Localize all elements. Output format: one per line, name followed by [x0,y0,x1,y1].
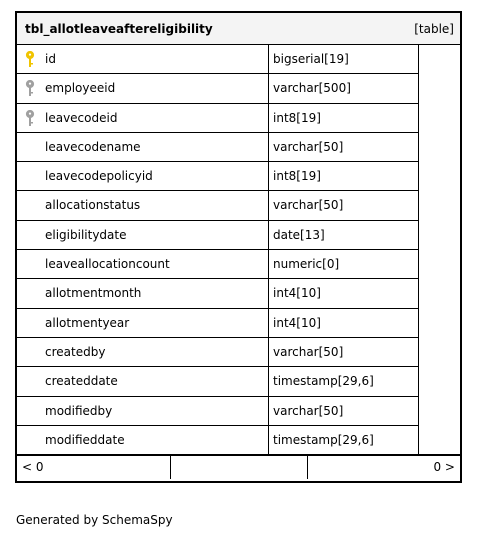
column-name[interactable]: leavecodename [45,139,141,154]
column-name[interactable]: allotmentmonth [45,286,142,301]
generated-by-text: Generated by SchemaSpy [16,513,173,527]
table-row [17,309,460,338]
column-type: timestamp[29,6] [269,367,419,396]
column-name[interactable]: id [45,52,56,66]
column-extra [419,133,460,162]
footer-spacer [171,456,308,479]
gold-key-icon [25,51,35,68]
column-name-cell [17,338,269,367]
gray-key-icon [25,80,35,97]
column-name-cell [17,191,269,220]
table-row [17,191,460,220]
column-name-cell [17,250,269,279]
column-name[interactable]: leavecodeid [45,110,118,125]
table-row [17,162,460,191]
table-row [17,250,460,279]
column-type: int4[10] [269,309,419,338]
column-name-cell [17,279,269,308]
table-row [17,367,460,396]
table-row [17,74,460,103]
column-name-cell [17,104,269,133]
column-extra [419,221,460,250]
table-row [17,133,460,162]
column-type: date[13] [269,221,419,250]
column-name[interactable]: leaveallocationcount [45,257,170,272]
table-row [17,45,460,74]
column-extra [419,367,460,396]
table-footer [17,455,460,479]
column-name-cell [17,309,269,338]
column-name[interactable]: createddate [45,374,118,389]
parent-count[interactable]: < 0 [17,456,171,479]
column-name[interactable]: employeeid [45,81,116,96]
gray-key-icon [25,110,35,127]
column-name-cell [17,74,269,103]
column-extra [419,45,460,74]
column-extra [419,74,460,103]
column-name-cell [17,45,269,74]
column-extra [419,426,460,455]
table-header [17,13,460,45]
child-count[interactable]: 0 > [433,460,455,474]
table-name[interactable]: tbl_allotleaveaftereligibility [25,22,213,36]
column-extra [419,104,460,133]
column-name[interactable]: modifieddate [45,432,125,447]
table-kind-label: [table] [414,22,454,36]
schema-table [15,11,462,483]
table-row [17,279,460,308]
column-extra [419,397,460,426]
column-type: numeric[0] [269,250,419,279]
column-name-cell [17,133,269,162]
column-type: varchar[50] [269,133,419,162]
column-extra [419,250,460,279]
column-type: varchar[50] [269,338,419,367]
column-type: varchar[500] [269,74,419,103]
column-extra [419,309,460,338]
column-name[interactable]: eligibilitydate [45,227,127,242]
column-type: int4[10] [269,279,419,308]
column-type: varchar[50] [269,397,419,426]
column-name-cell [17,367,269,396]
column-name-cell [17,221,269,250]
column-extra [419,279,460,308]
table-row [17,426,460,455]
column-name-cell [17,397,269,426]
column-name[interactable]: leavecodepolicyid [45,169,153,184]
column-list [17,45,460,455]
column-type: int8[19] [269,162,419,191]
table-row [17,397,460,426]
column-name[interactable]: modifiedby [45,403,113,418]
table-row [17,104,460,133]
column-extra [419,191,460,220]
column-name-cell [17,162,269,191]
column-name[interactable]: createdby [45,344,106,359]
table-row [17,338,460,367]
column-name[interactable]: allotmentyear [45,315,130,330]
column-name-cell [17,426,269,455]
column-type: int8[19] [269,104,419,133]
column-extra [419,338,460,367]
column-type: varchar[50] [269,191,419,220]
column-type: bigserial[19] [269,45,419,74]
column-name[interactable]: allocationstatus [45,198,141,213]
table-row [17,221,460,250]
column-type: timestamp[29,6] [269,426,419,455]
column-extra [419,162,460,191]
